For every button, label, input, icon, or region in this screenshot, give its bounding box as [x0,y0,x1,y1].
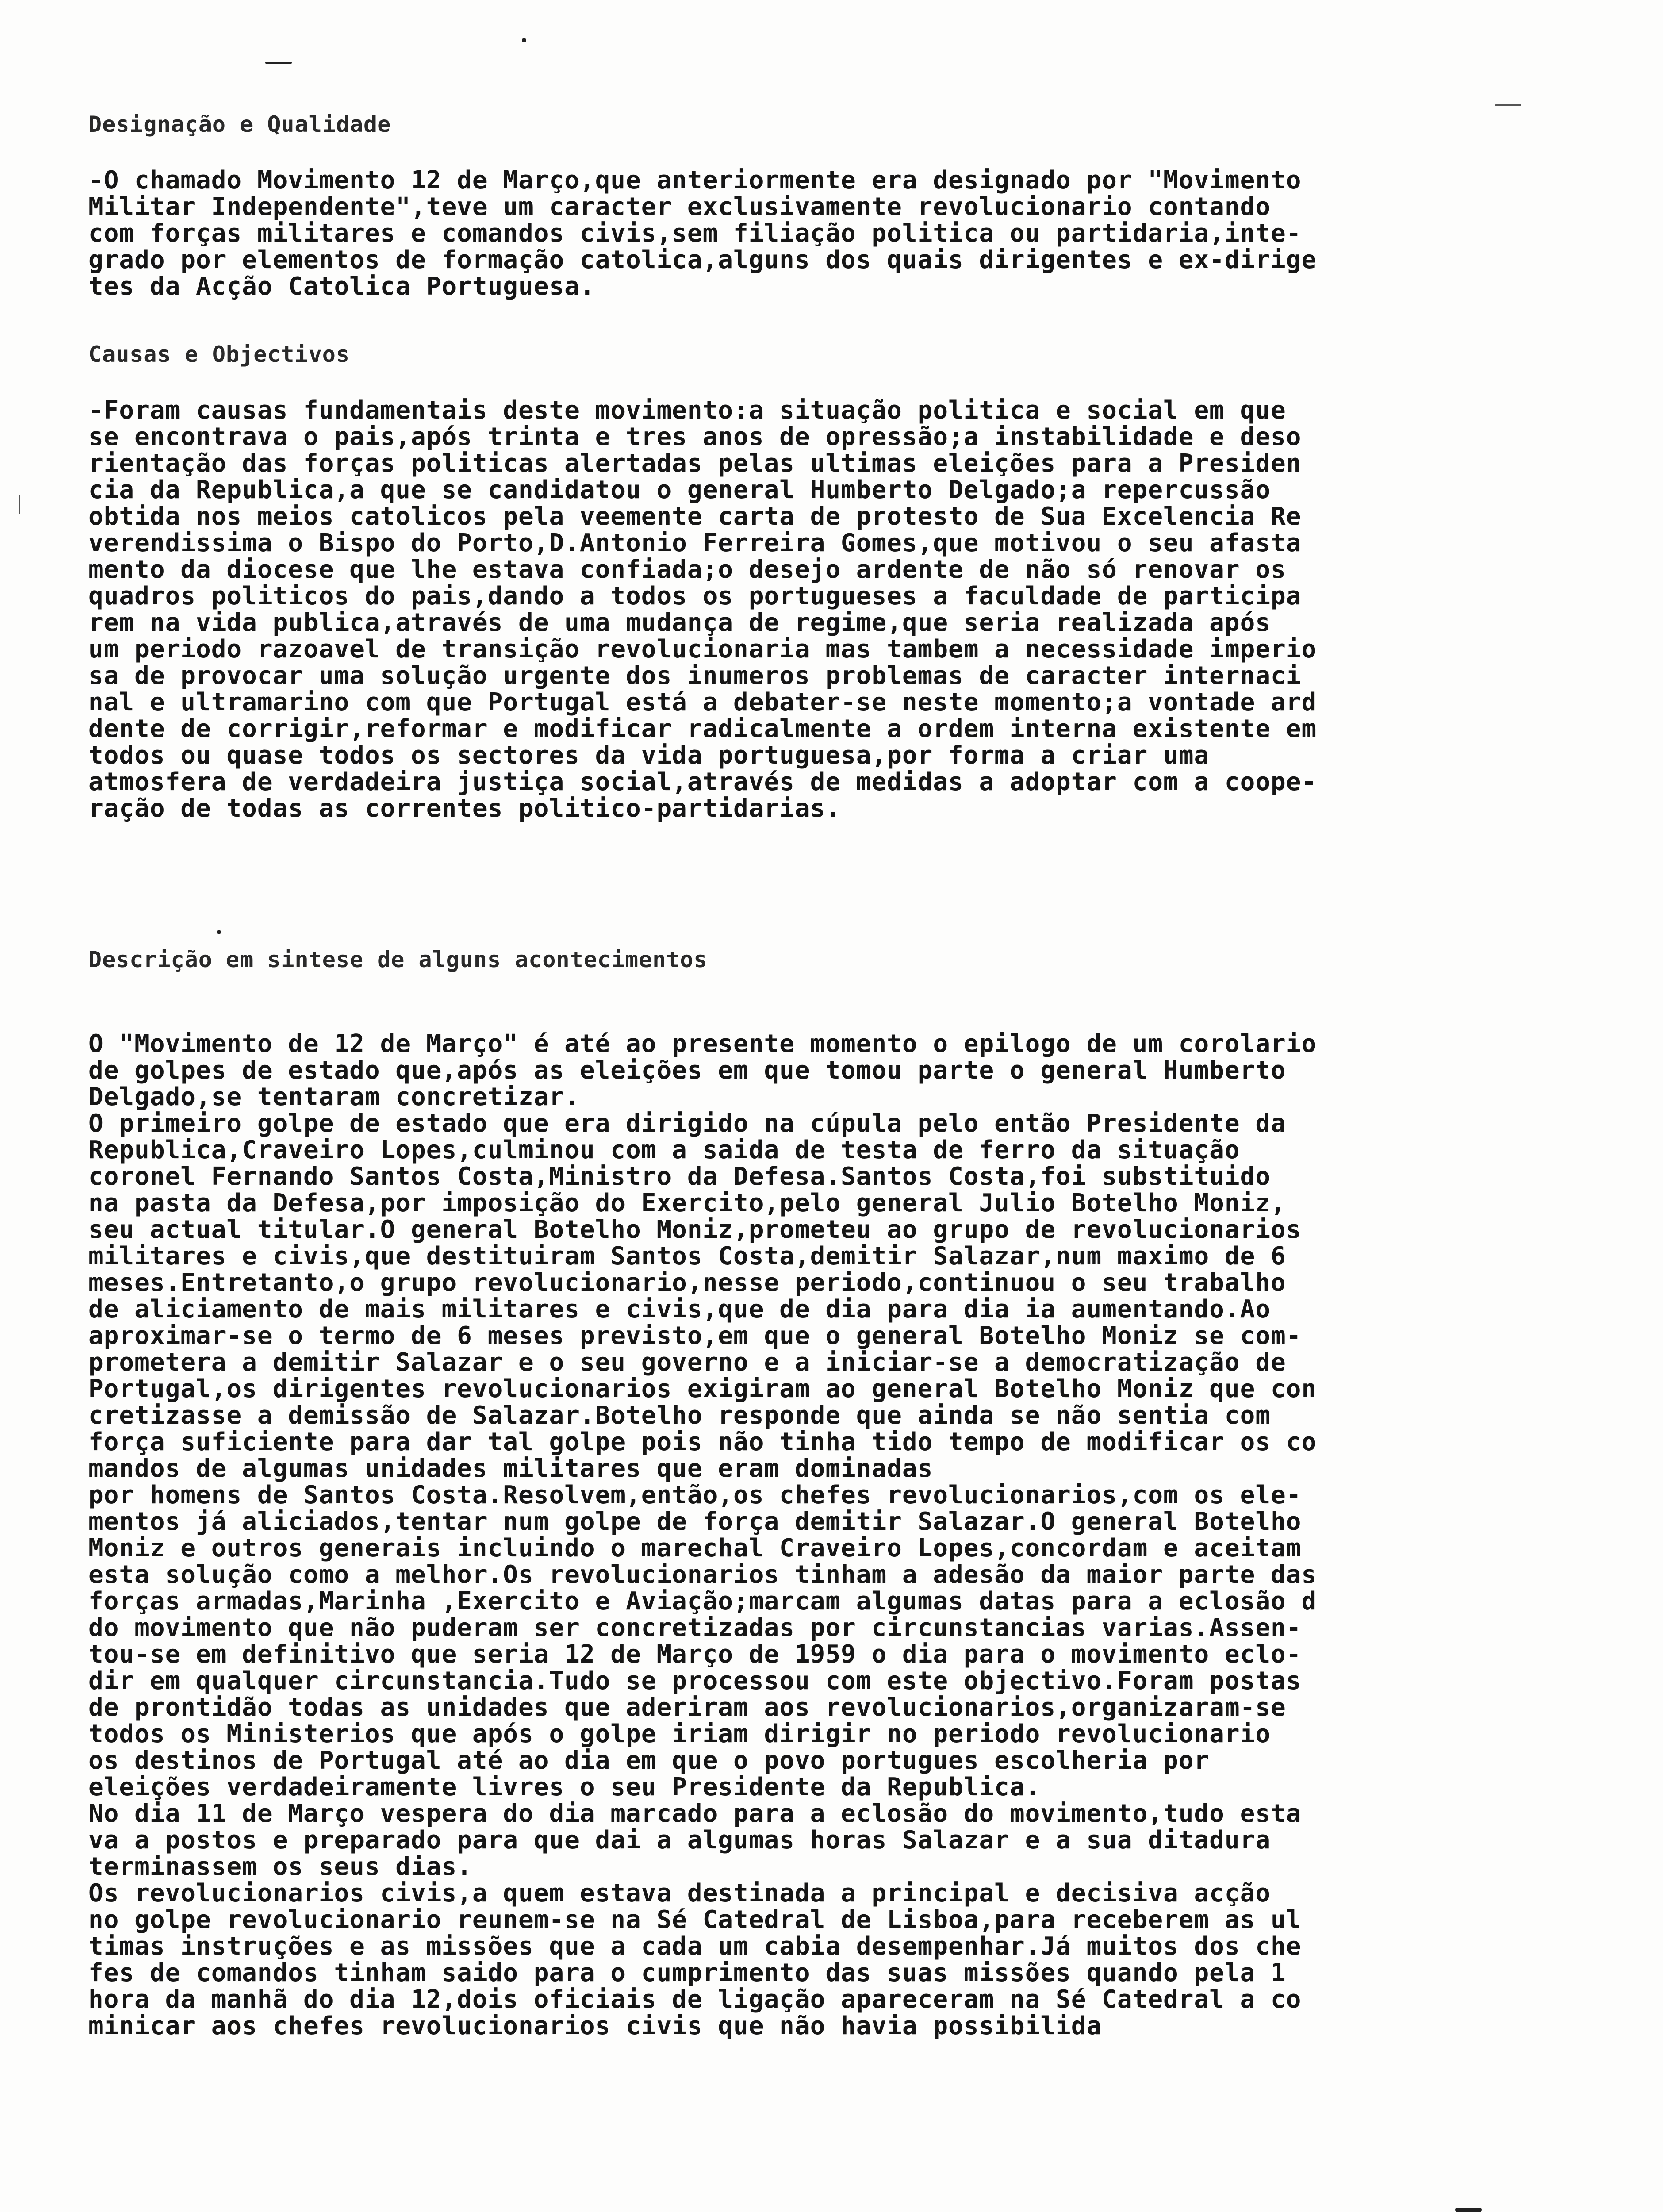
text-line: se encontrava o pais,após trinta e tres anos de opressão;a instabilidade e deso [88,422,1302,451]
text-line: Militar Independente",teve um caracter exclusivamente revolucionario contando [88,192,1271,221]
paragraph-designacao [88,167,1317,300]
paragraph-descricao [88,1031,1317,2039]
text-line: quadros politicos do pais,dando a todos os portugueses a faculdade de participa [88,582,1302,611]
text-line: de golpes de estado que,após as eleições em que tomou parte o general Humberto [88,1056,1286,1085]
text-line: hora da manhã do dia 12,dois oficiais de ligação apareceram na Sé Catedral a co [88,1985,1302,2014]
text-line: forças armadas,Marinha ,Exercito e Aviação;marcam algumas datas para a eclosão d [88,1587,1317,1616]
text-line: todos os Ministerios que após o golpe iriam dirigir no periodo revolucionario [88,1720,1271,1748]
text-line: dir em qualquer circunstancia.Tudo se processou com este objectivo.Foram postas [88,1667,1302,1695]
text-line: tou-se em definitivo que seria 12 de Março de 1959 o dia para o movimento eclo- [88,1640,1302,1669]
text-line: Delgado,se tentaram concretizar. [88,1083,580,1111]
text-line: na pasta da Defesa,por imposição do Exercito,pelo general Julio Botelho Moniz, [88,1189,1286,1217]
text-line: de prontidão todas as unidades que aderiram aos revolucionarios,organizaram-se [88,1693,1286,1722]
text-line: fes de comandos tinham saido para o cumprimento das suas missões quando pela 1 [88,1959,1286,1987]
text-line: va a postos e preparado para que dai a algumas horas Salazar e a sua ditadura [88,1826,1271,1855]
text-line: tes da Acção Catolica Portuguesa. [88,272,595,301]
scan-speck [1455,2208,1482,2212]
text-line: prometera a demitir Salazar e o seu governo e a iniciar-se a democratização de [88,1348,1286,1377]
text-line: O primeiro golpe de estado que era dirigido na cúpula pelo então Presidente da [88,1109,1286,1138]
text-line: do movimento que não puderam ser concretizadas por circunstancias varias.Assen- [88,1613,1302,1642]
text-line: obtida nos meios catolicos pela veemente carta de protesto de Sua Excelencia Re [88,502,1302,531]
text-line: mento da diocese que lhe estava confiada;o desejo ardente de não só renovar os [88,555,1286,584]
scan-speck [217,930,221,934]
text-line: meses.Entretanto,o grupo revolucionario,nesse periodo,continuou o seu trabalho [88,1268,1286,1297]
text-line: mandos de algumas unidades militares que eram dominadas [88,1454,933,1483]
text-line: -O chamado Movimento 12 de Março,que anteriormente era designado por "Movimento [88,166,1302,195]
text-line: Republica,Craveiro Lopes,culminou com a saida de testa de ferro da situação [88,1136,1240,1164]
text-line: com forças militares e comandos civis,sem filiação politica ou partidaria,inte- [88,219,1302,248]
text-line: dente de corrigir,reformar e modificar radicalmente a ordem interna existente em [88,714,1317,743]
text-line: coronel Fernando Santos Costa,Ministro da Defesa.Santos Costa,foi substituido [88,1162,1271,1191]
text-line: força suficiente para dar tal golpe pois não tinha tido tempo de modificar os co [88,1428,1317,1456]
text-line: rem na vida publica,através de uma mudança de regime,que seria realizada após [88,608,1271,637]
text-line: um periodo razoavel de transição revolucionaria mas tambem a necessidade imperio [88,635,1317,664]
text-line: rientação das forças politicas alertadas pelas ultimas eleições para a Presiden [88,449,1302,478]
scan-speck [19,495,20,514]
scan-speck [265,62,292,64]
text-line: No dia 11 de Março vespera do dia marcado para a eclosão do movimento,tudo esta [88,1799,1302,1828]
text-line: eleições verdadeiramente livres o seu Presidente da Republica. [88,1773,1041,1801]
text-line: por homens de Santos Costa.Resolvem,então,os chefes revolucionarios,com os ele- [88,1481,1302,1509]
text-line: de aliciamento de mais militares e civis,que de dia para dia ia aumentando.Ao [88,1295,1271,1324]
text-line: Portugal,os dirigentes revolucionarios exigiram ao general Botelho Moniz que con [88,1375,1317,1403]
text-line: terminassem os seus dias. [88,1852,472,1881]
text-line: -Foram causas fundamentais deste movimento:a situação politica e social em que [88,396,1286,425]
text-line: Os revolucionarios civis,a quem estava destinada a principal e decisiva acção [88,1879,1271,1908]
text-line: verendissima o Bispo do Porto,D.Antonio Ferreira Gomes,que motivou o seu afasta [88,529,1302,557]
text-line: aproximar-se o termo de 6 meses previsto,em que o general Botelho Moniz se com- [88,1321,1302,1350]
text-line: atmosfera de verdadeira justiça social,através de medidas a adoptar com a coope- [88,768,1317,796]
text-line: timas instruções e as missões que a cada um cabia desempenhar.Já muitos dos che [88,1932,1302,1961]
scan-speck [522,38,526,42]
text-line: minicar aos chefes revolucionarios civis que não havia possibilida [88,2012,1102,2040]
text-line: os destinos de Portugal até ao dia em que o povo portugues escolheria por [88,1746,1210,1775]
text-line: nal e ultramarino com que Portugal está a debater-se neste momento;a vontade ard [88,688,1317,717]
text-line: esta solução como a melhor.Os revolucionarios tinham a adesão da maior parte das [88,1560,1317,1589]
section-heading: Descrição em sintese de alguns acontecimentos [88,947,708,972]
text-line: ração de todas as correntes politico-partidarias. [88,794,841,823]
section-heading: Designação e Qualidade [88,111,391,137]
text-line: cia da Republica,a que se candidatou o general Humberto Delgado;a repercussão [88,476,1271,504]
text-line: no golpe revolucionario reunem-se na Sé Catedral de Lisboa,para receberem as ul [88,1905,1302,1934]
text-line: militares e civis,que destituiram Santos Costa,demitir Salazar,num maximo de 6 [88,1242,1286,1271]
text-line: mentos já aliciados,tentar num golpe de força demitir Salazar.O general Botelho [88,1507,1302,1536]
text-line: O "Movimento de 12 de Março" é até ao presente momento o epilogo de um corolario [88,1029,1317,1058]
scan-speck [1495,104,1521,106]
text-line: Moniz e outros generais incluindo o marechal Craveiro Lopes,concordam e aceitam [88,1534,1302,1563]
text-line: cretizasse a demissão de Salazar.Botelho responde que ainda se não sentia com [88,1401,1271,1430]
section-heading: Causas e Objectivos [88,342,350,367]
text-line: todos ou quase todos os sectores da vida portuguesa,por forma a criar uma [88,741,1210,770]
text-line: seu actual titular.O general Botelho Moniz,prometeu ao grupo de revolucionarios [88,1215,1302,1244]
paragraph-causas [88,397,1317,822]
text-line: sa de provocar uma solução urgente dos inumeros problemas de caracter internaci [88,661,1302,690]
text-line: grado por elementos de formação catolica,alguns dos quais dirigentes e ex-dirige [88,246,1317,274]
